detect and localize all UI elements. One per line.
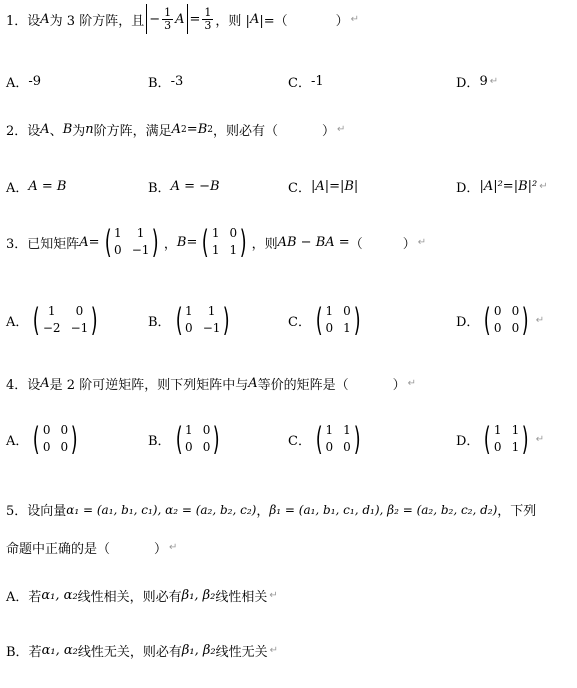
matrix: ( 1 0 0 1 ) (315, 301, 361, 339)
question-3: 3．已知矩阵 A= ( 1 1 0 −1 ) ， B= ( 1 0 1 1 ) ，则 AB − BA = （ ） ↵ (6, 223, 427, 261)
q1-option-d[interactable]: D． 9 ↵ (456, 74, 499, 91)
matrix-b: ( 1 0 1 1 ) (202, 223, 247, 261)
q2-option-b[interactable]: B． A = −B (148, 179, 220, 196)
q4-option-a[interactable]: A． ( 0 0 0 0 ) (6, 423, 83, 455)
q1-option-b[interactable]: B． -3 (148, 74, 184, 91)
q4-option-c[interactable]: C． ( 1 1 0 0 ) (288, 423, 365, 455)
question-2: 2．设 A 、 B 为 n 阶方阵，满足 A 2 = B 2 ，则必有（ ） ↵ (6, 122, 346, 139)
q1-option-a[interactable]: A． -9 (6, 74, 42, 91)
matrix: ( 1 1 0 1 ) (484, 420, 529, 458)
q4-option-b[interactable]: B． ( 1 0 0 0 ) (148, 423, 225, 455)
question-5-line-2: 命题中正确的是（ ） ↵ (6, 542, 178, 557)
question-4: 4．设 A 是 2 阶可逆矩阵，则下列矩阵中与 A 等价的矩阵是（ ） ↵ (6, 376, 417, 393)
matrix: ( 0 0 0 0 ) (484, 301, 529, 339)
q2-option-a[interactable]: A． A = B (6, 179, 67, 196)
q5-option-a[interactable]: A． 若 α₁, α₂ 线性相关，则必有 β₁, β₂ 线性相关 ↵ (6, 588, 278, 605)
matrix: ( 0 0 0 0 ) (33, 420, 78, 458)
q1-option-c[interactable]: C． -1 (288, 74, 324, 91)
matrix: ( 1 0 −2 −1 ) (33, 301, 98, 339)
question-5: 5．设向量 α₁ = (a₁, b₁, c₁), α₂ = (a₂, b₂, c₂) ， β₁ = (a₁, b₁, c₁, d₁), β₂ = (a₂, b₂, c₂, d₂) ，下列 (6, 502, 537, 519)
determinant-bar-right (187, 4, 188, 34)
matrix: ( 1 0 0 0 ) (175, 420, 221, 458)
q3-option-c[interactable]: C． ( 1 0 0 1 ) (288, 304, 365, 336)
question-1: 1．设 A 为 3 阶方阵，且 − $\frac{1}{3}$ A = $\frac{1}{3}$ ，则 | A |=（ ） ↵ (6, 4, 359, 34)
fraction-one-third: $\frac{1}{3}$ (164, 5, 172, 32)
q2-option-c[interactable]: C． |A|=|B| (288, 179, 359, 196)
fraction-rhs: $\frac{1}{3}$ (204, 5, 212, 32)
q2-option-d[interactable]: D． |A|²=|B|² ↵ (456, 179, 548, 196)
determinant-bar-left (146, 4, 147, 34)
q3-option-b[interactable]: B． ( 1 1 0 −1 ) (148, 304, 235, 336)
matrix-a: ( 1 1 0 −1 ) (104, 223, 160, 261)
matrix: ( 1 1 0 −1 ) (175, 301, 231, 339)
q4-option-d[interactable]: D． ( 1 1 0 1 ) ↵ (456, 420, 545, 458)
q3-option-d[interactable]: D． ( 0 0 0 0 ) ↵ (456, 301, 545, 339)
q5-option-b[interactable]: B． 若 α₁, α₂ 线性无关，则必有 β₁, β₂ 线性无关 ↵ (6, 643, 278, 660)
matrix: ( 1 1 0 0 ) (315, 420, 361, 458)
q3-option-a[interactable]: A． ( 1 0 −2 −1 ) (6, 304, 103, 336)
